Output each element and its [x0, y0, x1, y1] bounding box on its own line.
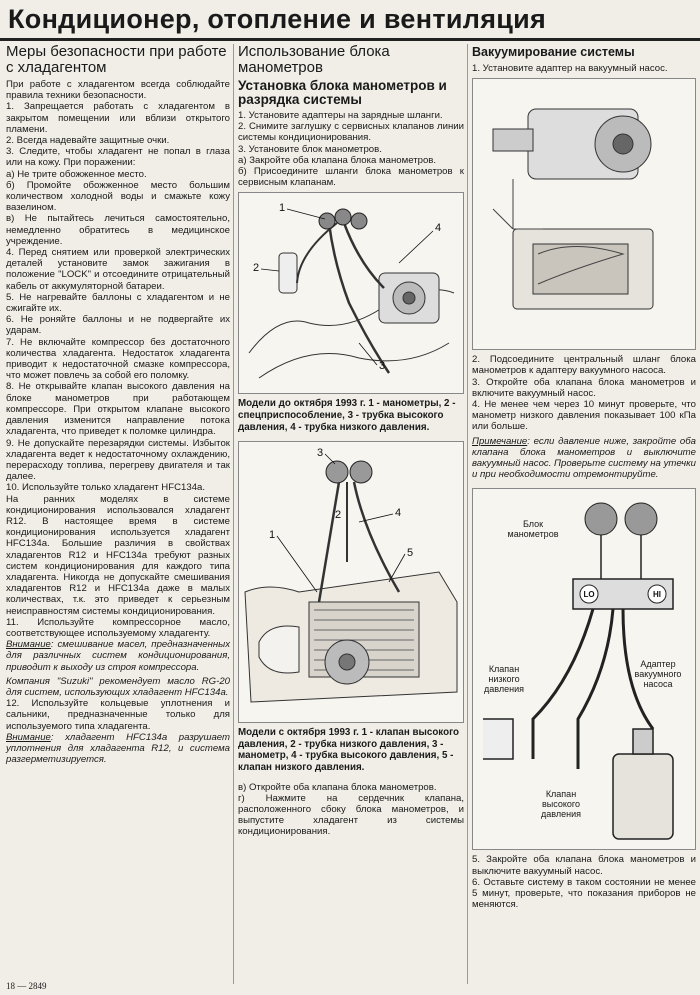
callout-label: 2	[335, 509, 342, 522]
list-item: 3. Откройте оба клапана блока манометров и включите вакуумный насос.	[472, 376, 696, 399]
figure-later-models	[238, 441, 464, 723]
callout-label: 3	[317, 447, 324, 460]
callout-label: 1	[279, 202, 286, 215]
lo-label: LO	[583, 590, 595, 600]
high-valve-label: Клапан высокого давления	[541, 789, 581, 820]
list-item: 2. Снимите заглушку с сервисных клапанов линии системы кондиционирования.	[238, 121, 464, 144]
seal-item: 12. Используйте кольцевые уплотнения и сальники, предназначенные только для используемого типа хладагента.	[6, 698, 230, 732]
warning-text: : смешивание масел, предназначенных для различных систем кондиционирования, приводит к выходу из строя компрессора.	[6, 639, 230, 673]
list-item: 3. Следите, чтобы хладагент не попал в глаза или на кожу. При поражении:	[6, 146, 230, 169]
list-item: 3. Установите блок манометров.	[238, 143, 382, 155]
adapter-label: Адаптер вакуумного насоса	[634, 659, 682, 690]
gauge-manifold-illustration	[473, 489, 695, 849]
callout-label: 2	[253, 262, 260, 275]
gauge-steps	[238, 110, 464, 188]
low-valve-label: Клапан низкого давления	[484, 664, 524, 695]
list-item: б) Присоедините шланги блока манометров к сервисным клапанам.	[238, 166, 464, 189]
callout-label: 4	[395, 507, 402, 520]
list-item: 6. Оставьте систему в таком состоянии не менее 5 минут, проверьте, что показания приборов не меняются.	[472, 876, 696, 911]
callout-label: 3	[379, 360, 386, 373]
vacuum-steps-final	[472, 854, 696, 910]
suzuki-note: Компания "Suzuki" рекомендует масло RG-20 для систем, использующих хладагент HFC134a.	[6, 675, 230, 698]
callout-label: 4	[435, 222, 442, 235]
list-item: в) Не пытайтесь лечиться самостоятельно, немедленно обратитесь в медицинское учреждение.	[6, 213, 230, 247]
vacuum-step: 1. Установите адаптер на вакуумный насос.	[472, 63, 668, 74]
figure-pump-adapter	[472, 78, 696, 350]
list-item: 2. Всегда надевайте защитные очки.	[6, 135, 170, 147]
gauge-subheading: Установка блока манометров и разрядка системы	[238, 78, 447, 107]
note-label: Примечание	[472, 435, 528, 447]
list-item: 1. Запрещается работать с хладагентом в закрытом помещении или вблизи открытого пламени.	[6, 101, 230, 135]
warning-label: Внимание	[6, 731, 51, 743]
list-item: г) Нажмите на сердечник клапана, расположенного сбоку блока манометров, и выпустите хладагент из системы кондиционирования.	[238, 792, 464, 838]
seal-warning	[6, 732, 230, 766]
figure-caption-early: Модели до октября 1993 г. 1 - манометры, 2 - спецприспособление, 3 - трубка высокого давления, 4 - трубка низкого давления.	[238, 398, 456, 433]
hi-label: HI	[653, 590, 661, 600]
page-title: Кондиционер, отопление и вентиляция	[8, 4, 547, 34]
pump-adapter-illustration	[473, 79, 695, 349]
figure-early-models	[238, 192, 464, 394]
page-footer: 18 — 2849	[6, 981, 47, 991]
list-item: 11. Используйте компрессорное масло, соответствующее используемому хладагенту.	[6, 616, 230, 639]
safety-intro: При работе с хладагентом всегда соблюдайте правила техники безопасности.	[6, 79, 230, 102]
list-item: а) Не трите обожженное место.	[6, 168, 147, 180]
list-item: в) Откройте оба клапана блока манометров.	[238, 781, 437, 793]
column-divider	[233, 44, 234, 984]
note-text: : если давление ниже, закройте оба клапана блока манометров и выключите вакуумный насос. Проверьте систему на утечки и при необходимости отремонтируйте.	[472, 435, 696, 481]
figure-vacuum-setup	[472, 488, 696, 850]
list-item: 5. Не нагревайте баллоны с хладагентом и не сжигайте их.	[6, 291, 230, 315]
engine-gauge-illustration	[239, 193, 463, 393]
gauge-column	[238, 44, 464, 838]
list-item: 1. Установите адаптеры на зарядные шланги.	[238, 110, 443, 121]
gauge-steps-continued	[238, 782, 464, 838]
column-divider	[467, 44, 468, 984]
list-item: 2. Подсоедините центральный шланг блока манометров к адаптеру вакуумного насоса.	[472, 354, 696, 377]
list-item: 4. Не менее чем через 10 минут проверьте, что манометр низкого давления показывает 100 кПа или больше.	[472, 399, 696, 433]
list-item: 6. Не роняйте баллоны и не подвергайте их ударам.	[6, 314, 230, 337]
vacuum-column	[472, 44, 696, 910]
list-item: б) Промойте обожженное место большим количеством холодной воды и смажьте кожу вазелином.	[6, 179, 230, 214]
vacuum-steps	[472, 354, 696, 432]
list-item: 8. Не открывайте клапан высокого давления на блоке манометров при работающем компрессоре. При открытом клапане высокого давления изменится направление потока хладагента, что приведет к поломке цилиндра.	[6, 381, 230, 438]
list-item: а) Закройте оба клапана блока манометров.	[238, 154, 437, 166]
list-item: 7. Не включайте компрессор без достаточного количества хладагента. Недостаток хладагента приводит к недостаточной смазке компрессора, что может повлечь за собой его поломку.	[6, 336, 230, 382]
list-item: 9. Не допускайте перезарядки системы. Избыток хладагента ведет к недостаточному охлаждению, перерасходу топлива, перегреву двигателя и так далее.	[6, 437, 230, 483]
car-gauge-illustration	[239, 442, 463, 722]
warning-text: : хладагент HFC134a разрушает уплотнения для хладагента R12, и система разгерметизируется.	[6, 731, 230, 766]
list-item: 10. Используйте только хладагент HFC134a.	[6, 482, 206, 494]
warning-label: Внимание	[6, 639, 51, 651]
vacuum-heading: Вакуумирование системы	[472, 45, 635, 59]
safety-list	[6, 101, 230, 639]
safety-column	[6, 44, 230, 765]
block-label: Блок манометров	[507, 519, 559, 540]
list-item: На ранних моделях в системе кондиционирования использовался хладагент R12. В настоящее время в системе кондиционирования используется хладагент HFC134a. Большие различия в свойствах хладагентов R12 и HFC134a требуют разных систем кондиционирования для каждого типа хладагента. Никогда не допускайте смешивания хладагентов R12 и HFC134a даже в малых количествах, т.к. это приведет к серьезным неисправностям системы кондиционирования.	[6, 493, 230, 617]
figure-caption-later: Модели с октября 1993 г. 1 - клапан высокого давления, 2 - трубка низкого давления, 3 - манометр, 4 - трубка высокого давления, 5 - клапан низкого давления.	[238, 727, 459, 773]
callout-label: 5	[407, 547, 414, 560]
vacuum-note	[472, 436, 696, 481]
callout-label: 1	[269, 529, 276, 542]
list-item: 4. Перед снятием или проверкой электрических деталей установите замок зажигания в положение "LOCK" и отсоедините отрицательный кабель от аккумуляторной батареи.	[6, 247, 230, 292]
title-rule	[0, 38, 700, 41]
gauge-heading: Использование блока манометров	[238, 43, 390, 76]
safety-heading: Меры безопасности при работе с хладагентом	[6, 43, 227, 76]
list-item: 5. Закройте оба клапана блока манометров и выключите вакуумный насос.	[472, 854, 696, 877]
oil-warning	[6, 639, 230, 673]
